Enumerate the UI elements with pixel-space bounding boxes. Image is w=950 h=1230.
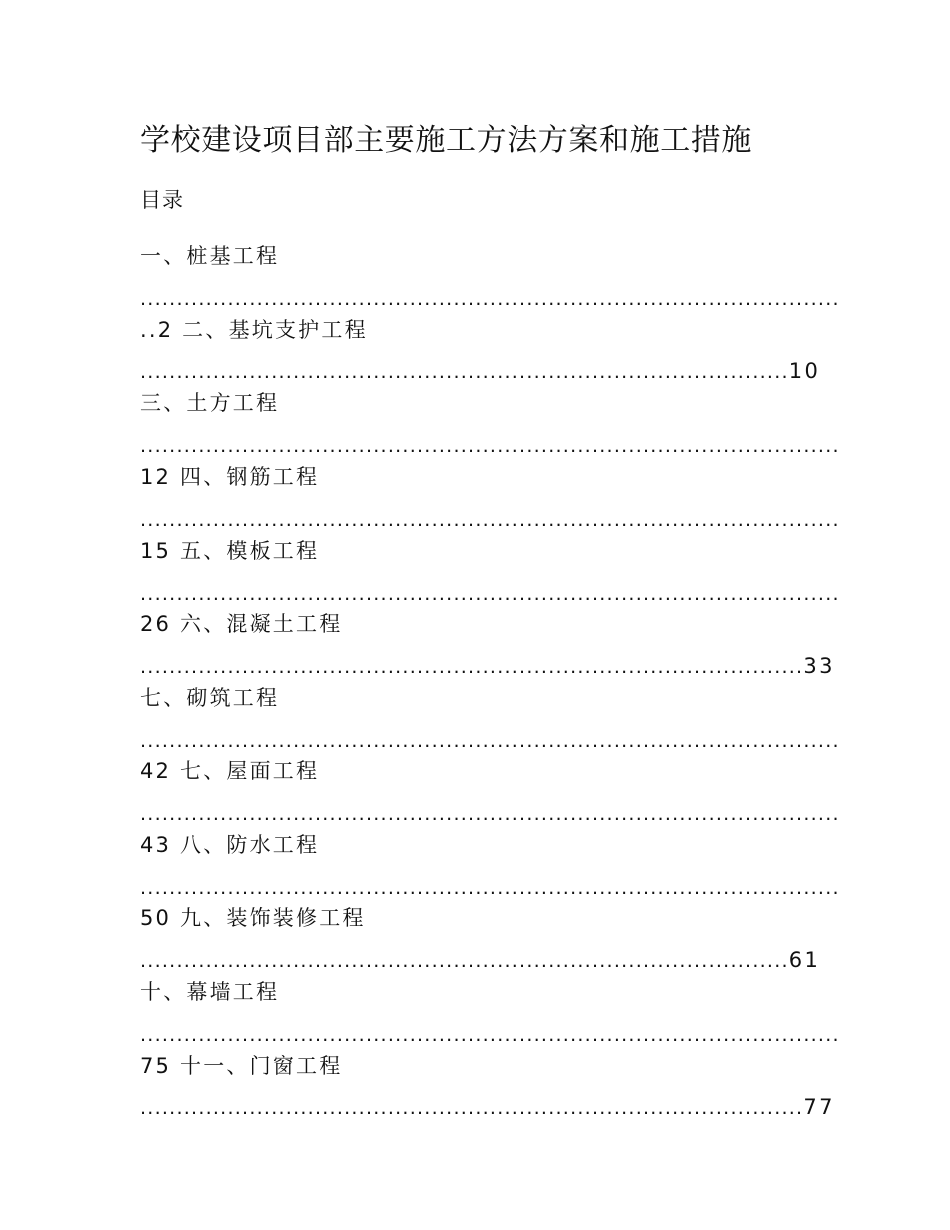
dot-leader: ................................................................................................ (140, 583, 840, 605)
toc-leader-line (140, 724, 840, 757)
dot-leader: ........................................................................................... (140, 1097, 804, 1119)
toc-entry-text: 一、桩基工程 (140, 244, 280, 268)
toc-page-number: 61 (788, 948, 821, 972)
toc-page-number: 33 (803, 654, 835, 678)
toc-entry-text: 26 六、混凝土工程 (140, 612, 343, 636)
toc-leader-line (140, 577, 840, 610)
dot-leader: ........................................................................................... (140, 656, 804, 678)
toc-page-number: 10 (788, 359, 821, 383)
dot-leader: ................................................................................................ (140, 730, 840, 752)
toc-entry-text: 三、土方工程 (140, 391, 280, 415)
toc-entry-text: 12 四、钢筋工程 (140, 465, 320, 489)
dot-leader: ................................................................................................ (140, 1024, 840, 1046)
toc-entry-text: ..2 二、基坑支护工程 (140, 318, 368, 342)
dot-leader: ................................................................................................ (140, 803, 840, 825)
toc-entry-text: 50 九、装饰装修工程 (140, 906, 366, 930)
toc-leader-line (140, 503, 840, 536)
toc-leader-line (140, 282, 840, 315)
document-title: 学校建设项目部主要施工方法方案和施工措施 (140, 123, 752, 158)
toc-entry-text: 75 十一、门窗工程 (140, 1054, 343, 1078)
toc-leader-line (140, 944, 821, 977)
toc-entry-text: 十、幕墙工程 (140, 980, 280, 1004)
dot-leader: ................................................................................................ (140, 435, 840, 457)
dot-leader: ......................................................................................... (140, 361, 789, 383)
toc-entry-text: 42 七、屋面工程 (140, 759, 320, 783)
toc-heading: 目录 (140, 188, 184, 212)
dot-leader: ................................................................................................ (140, 288, 840, 310)
toc-leader-line (140, 1018, 840, 1051)
toc-leader-line (140, 355, 821, 388)
toc-entry-text: 七、砌筑工程 (140, 686, 280, 710)
toc-leader-line (140, 797, 840, 830)
toc-leader-line (140, 1091, 835, 1124)
dot-leader: ......................................................................................... (140, 950, 789, 972)
toc-leader-line (140, 429, 840, 462)
dot-leader: ................................................................................................ (140, 509, 840, 531)
toc-leader-line (140, 650, 835, 683)
toc-page-number: 77 (803, 1095, 835, 1119)
toc-entry-text: 43 八、防水工程 (140, 833, 320, 857)
toc-entry-text: 15 五、模板工程 (140, 539, 320, 563)
toc-leader-line (140, 871, 840, 904)
dot-leader: ................................................................................................ (140, 877, 840, 899)
